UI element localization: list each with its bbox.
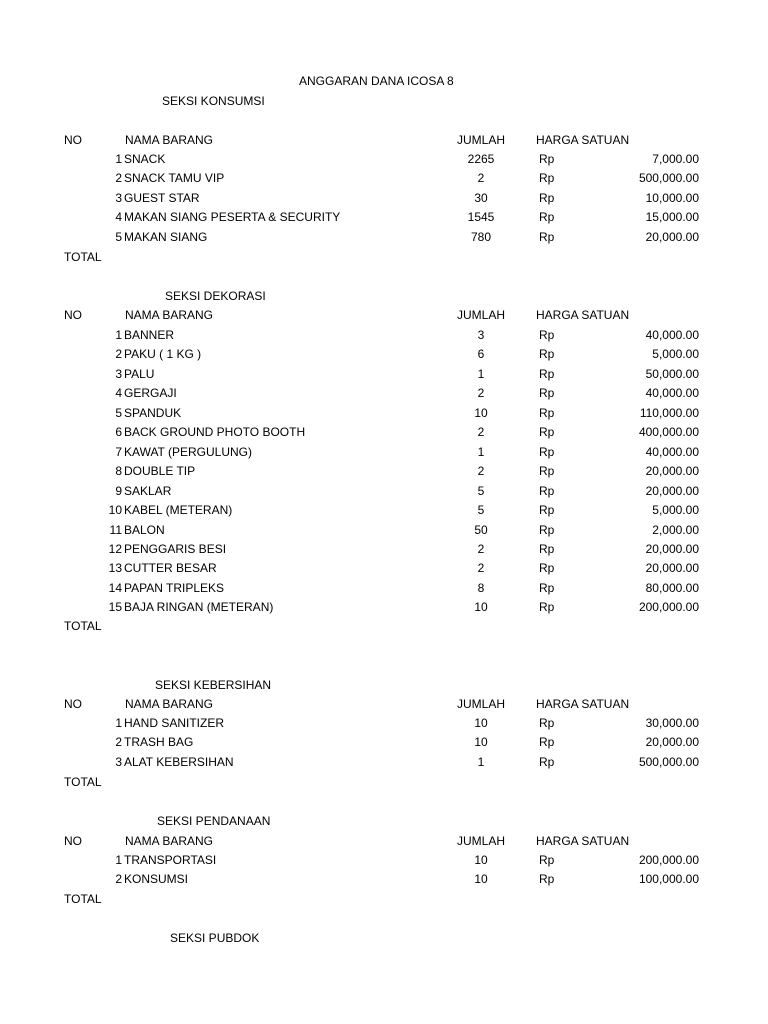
total-label: TOTAL [64, 250, 102, 264]
item-qty: 3 [477, 328, 485, 342]
item-price: 20,000.00 [645, 561, 699, 575]
header-harga-satuan: HARGA SATUAN [536, 697, 630, 711]
currency-label: Rp [539, 171, 555, 185]
currency-label: Rp [539, 523, 555, 537]
currency-label: Rp [539, 542, 555, 556]
item-price: 40,000.00 [645, 328, 699, 342]
row-number: 1 [115, 328, 122, 342]
item-price: 40,000.00 [645, 445, 699, 459]
item-qty: 10 [474, 872, 488, 886]
item-price: 20,000.00 [645, 230, 699, 244]
item-qty: 6 [477, 347, 485, 361]
currency-label: Rp [539, 853, 555, 867]
section-title: SEKSI KONSUMSI [162, 94, 265, 108]
currency-label: Rp [539, 484, 555, 498]
item-price: 5,000.00 [652, 503, 699, 517]
row-number: 3 [115, 755, 122, 769]
item-qty: 10 [474, 406, 488, 420]
row-number: 2 [115, 872, 122, 886]
item-price: 20,000.00 [645, 542, 699, 556]
header-harga-satuan: HARGA SATUAN [536, 308, 630, 322]
item-qty: 50 [474, 523, 488, 537]
total-label: TOTAL [64, 892, 102, 906]
currency-label: Rp [539, 328, 555, 342]
item-price: 20,000.00 [645, 735, 699, 749]
currency-label: Rp [539, 561, 555, 575]
item-qty: 1 [477, 755, 485, 769]
row-number: 6 [115, 425, 122, 439]
item-price: 15,000.00 [645, 210, 699, 224]
row-number: 1 [115, 716, 122, 730]
section-title: SEKSI PENDANAAN [157, 814, 271, 828]
item-name: PAKU ( 1 KG ) [124, 347, 202, 361]
item-qty: 2265 [467, 152, 495, 166]
currency-label: Rp [539, 191, 555, 205]
item-price: 20,000.00 [645, 464, 699, 478]
item-name: HAND SANITIZER [124, 716, 225, 730]
item-price: 30,000.00 [645, 716, 699, 730]
header-nama-barang: NAMA BARANG [125, 133, 214, 147]
item-name: GERGAJI [124, 386, 177, 400]
header-no: NO [64, 133, 82, 147]
row-number: 2 [115, 171, 122, 185]
currency-label: Rp [539, 735, 555, 749]
item-name: KABEL (METERAN) [124, 503, 233, 517]
item-qty: 30 [474, 191, 488, 205]
currency-label: Rp [539, 872, 555, 886]
row-number: 14 [108, 581, 122, 595]
row-number: 2 [115, 735, 122, 749]
currency-label: Rp [539, 425, 555, 439]
item-name: PENGGARIS BESI [124, 542, 227, 556]
document-title: ANGGARAN DANA ICOSA 8 [299, 74, 454, 88]
currency-label: Rp [539, 367, 555, 381]
row-number: 15 [108, 600, 122, 614]
row-number: 12 [108, 542, 122, 556]
row-number: 4 [115, 386, 122, 400]
item-price: 50,000.00 [645, 367, 699, 381]
header-no: NO [64, 697, 82, 711]
currency-label: Rp [539, 503, 555, 517]
header-jumlah: JUMLAH [457, 308, 506, 322]
item-qty: 2 [477, 561, 485, 575]
row-number: 11 [109, 523, 122, 537]
total-label: TOTAL [64, 619, 102, 633]
item-name: DOUBLE TIP [124, 464, 196, 478]
item-name: KAWAT (PERGULUNG) [124, 445, 253, 459]
item-name: SNACK [124, 152, 166, 166]
row-number: 2 [115, 347, 122, 361]
item-price: 2,000.00 [652, 523, 699, 537]
currency-label: Rp [539, 406, 555, 420]
row-number: 1 [115, 853, 122, 867]
item-name: GUEST STAR [124, 191, 200, 205]
item-qty: 1 [477, 445, 485, 459]
item-name: BALON [124, 523, 165, 537]
item-qty: 10 [474, 735, 488, 749]
currency-label: Rp [539, 152, 555, 166]
row-number: 5 [115, 406, 122, 420]
header-nama-barang: NAMA BARANG [125, 834, 214, 848]
currency-label: Rp [539, 716, 555, 730]
item-name: SPANDUK [124, 406, 182, 420]
item-name: BAJA RINGAN (METERAN) [124, 600, 274, 614]
item-name: KONSUMSI [124, 872, 189, 886]
item-name: CUTTER BESAR [124, 561, 217, 575]
item-qty: 1545 [467, 210, 495, 224]
item-qty: 1 [477, 367, 485, 381]
header-nama-barang: NAMA BARANG [125, 697, 214, 711]
item-price: 400,000.00 [638, 425, 699, 439]
item-price: 500,000.00 [638, 755, 699, 769]
item-price: 100,000.00 [638, 872, 699, 886]
header-harga-satuan: HARGA SATUAN [536, 133, 630, 147]
row-number: 10 [108, 503, 122, 517]
row-number: 5 [115, 230, 122, 244]
section-title: SEKSI PUBDOK [170, 931, 260, 945]
item-name: BANNER [124, 328, 175, 342]
item-name: SAKLAR [124, 484, 172, 498]
item-price: 500,000.00 [638, 171, 699, 185]
currency-label: Rp [539, 464, 555, 478]
item-name: TRANSPORTASI [124, 853, 217, 867]
header-jumlah: JUMLAH [457, 834, 506, 848]
item-name: PALU [124, 367, 155, 381]
currency-label: Rp [539, 210, 555, 224]
currency-label: Rp [539, 755, 555, 769]
item-qty: 2 [477, 425, 485, 439]
item-name: MAKAN SIANG PESERTA & SECURITY [124, 210, 341, 224]
currency-label: Rp [539, 386, 555, 400]
header-nama-barang: NAMA BARANG [125, 308, 214, 322]
section-title: SEKSI DEKORASI [165, 289, 266, 303]
item-price: 20,000.00 [645, 484, 699, 498]
item-qty: 2 [477, 171, 485, 185]
currency-label: Rp [539, 347, 555, 361]
item-price: 10,000.00 [645, 191, 699, 205]
item-name: TRASH BAG [124, 735, 194, 749]
item-price: 200,000.00 [638, 600, 699, 614]
item-name: PAPAN TRIPLEKS [124, 581, 225, 595]
item-price: 200,000.00 [638, 853, 699, 867]
header-jumlah: JUMLAH [457, 133, 506, 147]
row-number: 3 [115, 367, 122, 381]
header-no: NO [64, 308, 82, 322]
item-name: MAKAN SIANG [124, 230, 208, 244]
item-price: 110,000.00 [639, 406, 699, 420]
item-qty: 5 [477, 484, 485, 498]
item-qty: 2 [477, 464, 485, 478]
item-qty: 10 [474, 600, 488, 614]
total-label: TOTAL [64, 775, 102, 789]
item-qty: 10 [474, 716, 488, 730]
row-number: 1 [115, 152, 122, 166]
item-price: 7,000.00 [652, 152, 699, 166]
item-price: 80,000.00 [645, 581, 699, 595]
header-no: NO [64, 834, 82, 848]
item-name: SNACK TAMU VIP [124, 171, 225, 185]
item-qty: 10 [474, 853, 488, 867]
row-number: 7 [115, 445, 122, 459]
item-qty: 2 [477, 542, 485, 556]
header-jumlah: JUMLAH [457, 697, 506, 711]
item-qty: 8 [477, 581, 485, 595]
item-price: 40,000.00 [645, 386, 699, 400]
currency-label: Rp [539, 445, 555, 459]
item-name: BACK GROUND PHOTO BOOTH [124, 425, 306, 439]
item-qty: 780 [470, 230, 492, 244]
currency-label: Rp [539, 600, 555, 614]
header-harga-satuan: HARGA SATUAN [536, 834, 630, 848]
currency-label: Rp [539, 581, 555, 595]
row-number: 8 [115, 464, 122, 478]
row-number: 4 [115, 210, 122, 224]
item-qty: 5 [477, 503, 485, 517]
item-price: 5,000.00 [652, 347, 699, 361]
item-qty: 2 [477, 386, 485, 400]
item-name: ALAT KEBERSIHAN [124, 755, 234, 769]
currency-label: Rp [539, 230, 555, 244]
row-number: 3 [115, 191, 122, 205]
row-number: 9 [115, 484, 122, 498]
row-number: 13 [108, 561, 122, 575]
section-title: SEKSI KEBERSIHAN [155, 678, 272, 692]
